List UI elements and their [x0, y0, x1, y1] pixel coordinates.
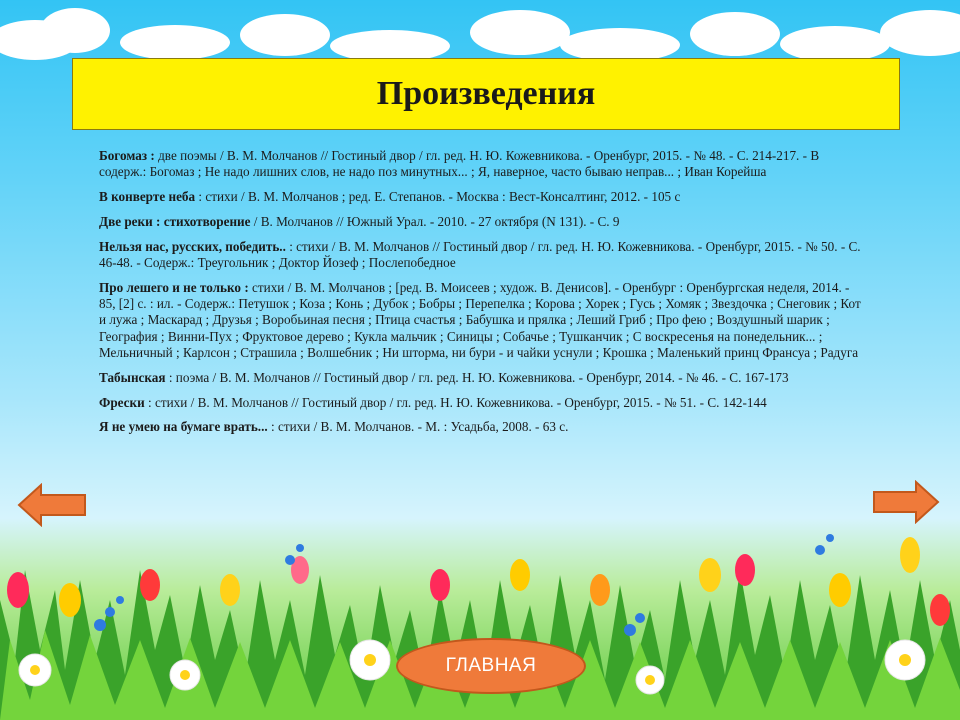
main-menu-button[interactable]: ГЛАВНАЯ — [396, 638, 586, 694]
arrow-left-icon[interactable] — [17, 483, 87, 527]
list-item: Две реки : стихотворение / В. Молчанов // Южный Урал. - 2010. - 27 октября (N 131). - С. 9 — [99, 213, 620, 229]
list-item: В конверте неба : стихи / В. М. Молчанов ; ред. Е. Степанов. - Москва : Вест-Консалтинг, 2012. - 105 с — [99, 189, 681, 205]
list-item: Нельзя нас, русских, победить.. : стихи / В. М. Молчанов // Гостиный двор / гл. ред. Н. Ю. Кожевникова. - Оренбург, 2015. - № 50. - С. 46-48. - Содерж.: Треугольник ; Доктор Йозеф ; Послепобедное — [99, 238, 861, 270]
list-item: Табынская : поэма / В. М. Молчанов // Гостиный двор / гл. ред. Н. Ю. Кожевникова. - Оренбург, 2014. - № 46. - С. 167-173 — [99, 369, 789, 385]
page-title: Произведения — [376, 75, 596, 112]
works-list — [99, 148, 869, 444]
list-item: Я не умею на бумаге врать... : стихи / В. М. Молчанов. - М. : Усадьба, 2008. - 63 с. — [99, 419, 569, 435]
arrow-right-icon[interactable] — [872, 480, 940, 524]
list-item: Фрески : стихи / В. М. Молчанов // Гостиный двор / гл. ред. Н. Ю. Кожевникова. - Оренбург, 2015. - № 51. - С. 142-144 — [99, 394, 767, 410]
list-item: Про лешего и не только : стихи / В. М. Молчанов ; [ред. В. Моисеев ; худож. В. Денисов]. - Оренбург : Оренбургская неделя, 2014. - 85, [2] с. : ил. - Содерж.: Петушок ; Коза ; Конь ; Дубок ; Бобры ; Перепелка ; Корова ; Хорек ; Гусь ; Хомяк ; Звездочка ; Снеговик ; Кот и лужа ; Маскарад ; Друзья ; Воробьиная песня ; Птица счастья ; Бабушка и прялка ; Леший Гриб ; Про фею ; Воздушный шарик ; География ; Винни-Пух ; Фруктовое дерево ; Кукла мальчик ; Синицы ; Собачье ; Тушканчик ; С воскресенья на понедельник... ; Мельничный ; Карлсон ; Страшила ; Волшебник ; Ни шторма, ни бури - и чайки уснули ; Крошка ; Маленький принц Франсуа ; Радуга — [99, 279, 861, 360]
list-item: Богомаз : две поэмы / В. М. Молчанов // Гостиный двор / гл. ред. Н. Ю. Кожевникова. - Оренбург, 2015. - № 48. - С. 214-217. - В содерж.: Богомаз ; Не надо лишних слов, не надо поз минутных... ; Я, наверное, часто бываю неправ... ; Иван Корейша — [99, 148, 820, 180]
title-banner — [72, 58, 900, 130]
